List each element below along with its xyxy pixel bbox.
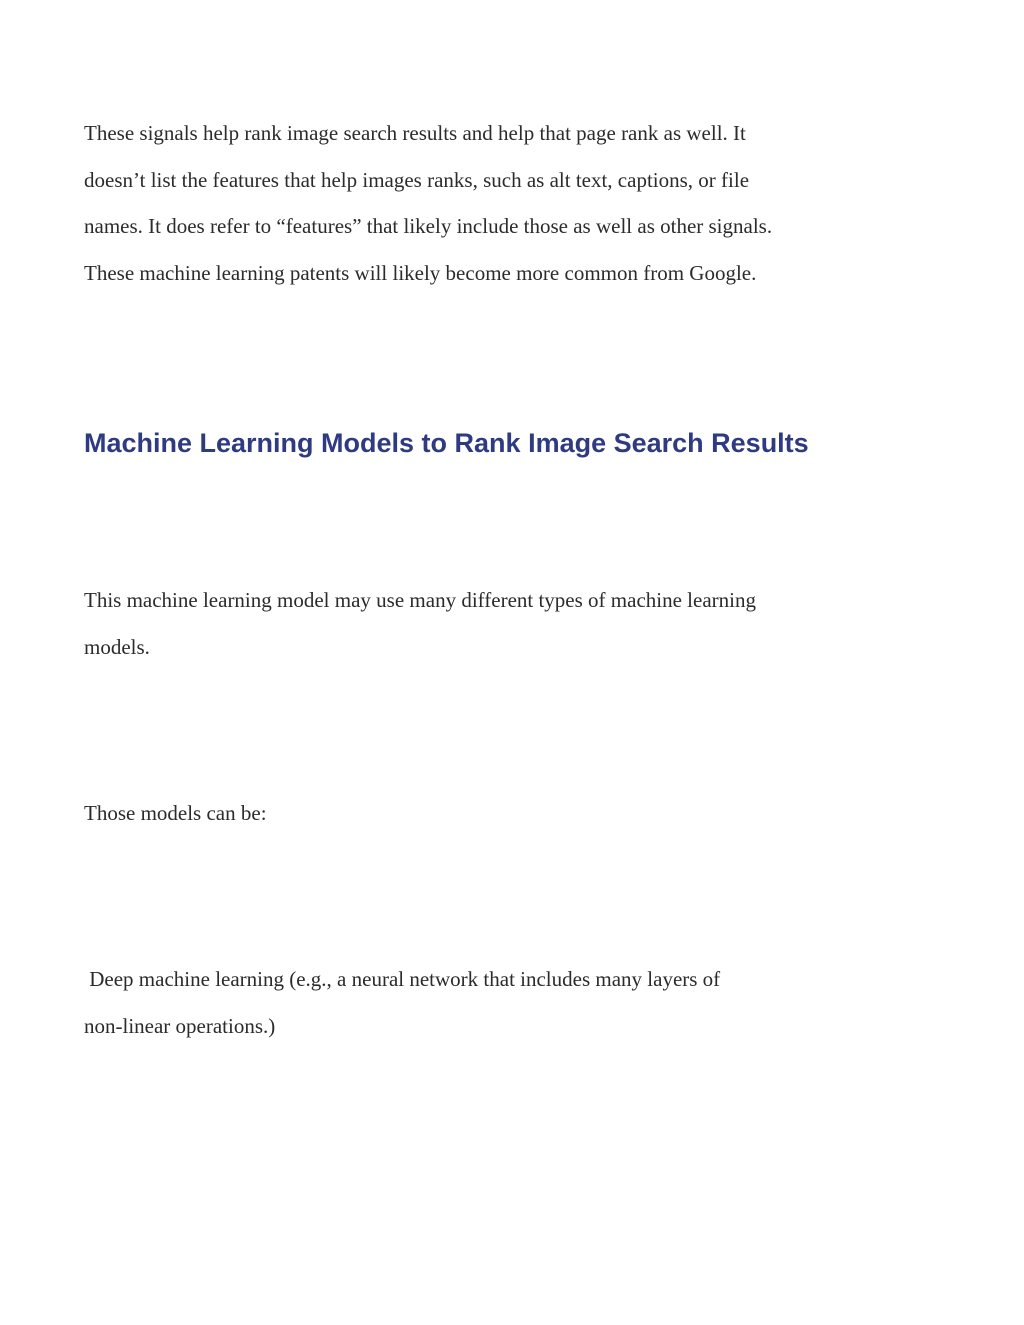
intro-paragraph-line: doesn’t list the features that help images ranks, such as alt text, captions, or file xyxy=(84,167,750,192)
model-paragraph-line: models. xyxy=(84,634,150,659)
section-heading: Machine Learning Models to Rank Image Search Results xyxy=(84,428,809,458)
intro-paragraph-line: names. It does refer to “features” that likely include those as well as other signals. xyxy=(84,214,773,238)
intro-paragraph-line: These signals help rank image search results and help that page rank as well. It xyxy=(84,121,746,145)
intro-paragraph-line: These machine learning patents will likely become more common from Google. xyxy=(84,260,757,285)
deep-learning-line: Deep machine learning (e.g., a neural network that includes many layers of xyxy=(84,967,721,991)
deep-learning-paragraph xyxy=(84,956,914,1049)
intro-paragraph xyxy=(84,110,914,296)
model-paragraph-line: This machine learning model may use many different types of machine learning xyxy=(84,588,756,612)
deep-learning-line: non-linear operations.) xyxy=(84,1013,276,1038)
models-intro-paragraph xyxy=(84,790,914,837)
models-intro-line: Those models can be: xyxy=(84,801,267,825)
model-paragraph xyxy=(84,577,914,670)
